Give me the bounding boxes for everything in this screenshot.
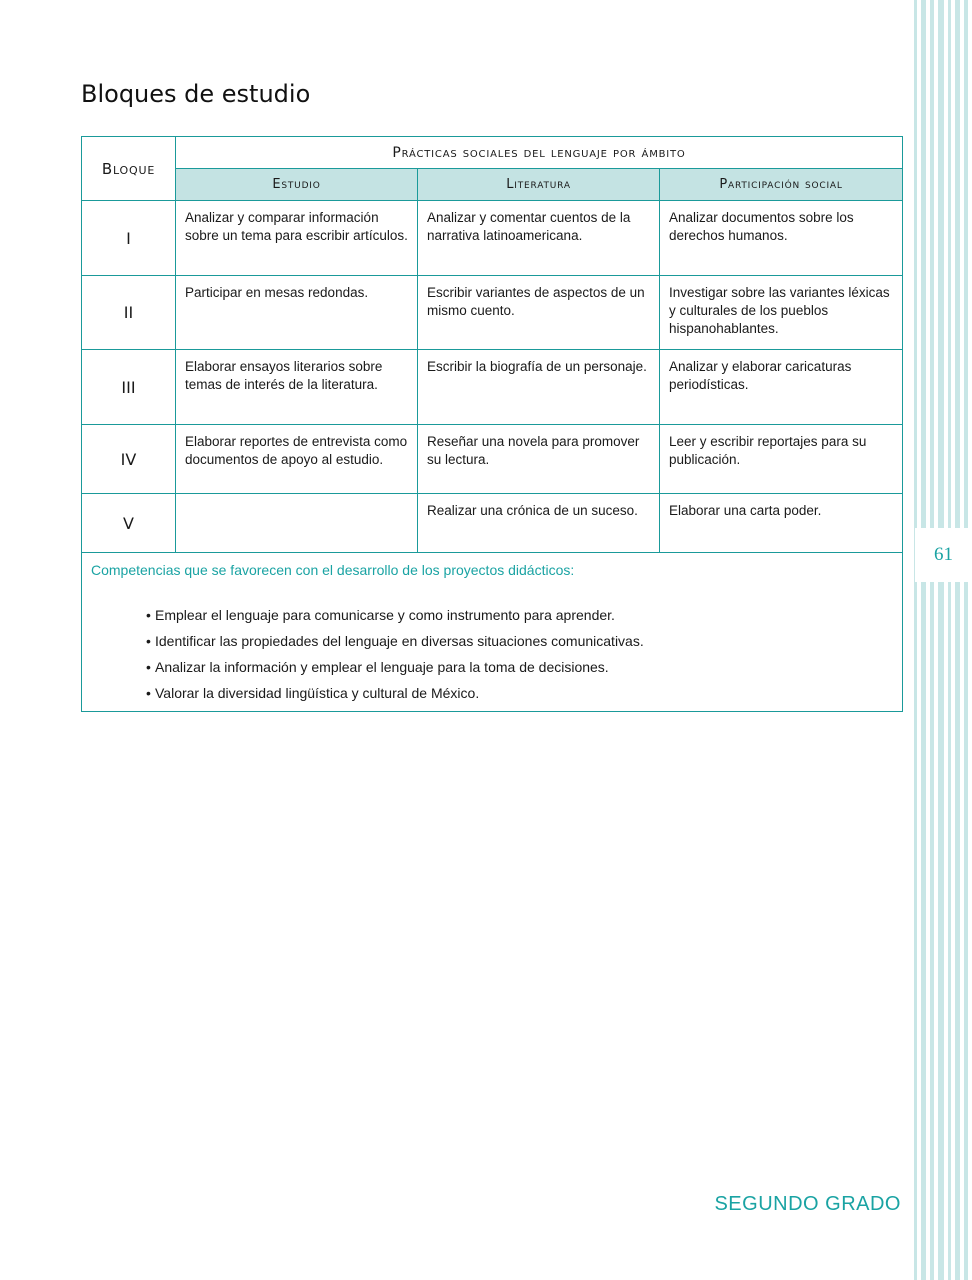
cell-estudio: Elaborar reportes de entrevista como documentos de apoyo al estudio. <box>176 425 418 494</box>
cell-estudio: Analizar y comparar información sobre un tema para escribir artículos. <box>176 201 418 276</box>
competencias-list <box>91 602 893 706</box>
table-row <box>82 494 903 553</box>
table-row <box>82 276 903 350</box>
cell-literatura: Reseñar una novela para promover su lectura. <box>418 425 660 494</box>
bloque-number: III <box>82 350 176 425</box>
cell-participacion: Analizar y elaborar caricaturas periodísticas. <box>660 350 903 425</box>
bloque-number: V <box>82 494 176 553</box>
cell-estudio <box>176 494 418 553</box>
header-literatura: Literatura <box>418 169 660 201</box>
cell-participacion: Investigar sobre las variantes léxicas y culturales de los pueblos hispanohablantes. <box>660 276 903 350</box>
list-item: • Identificar las propiedades del lenguaje en diversas situaciones comunicativas. <box>146 628 893 654</box>
page-number: 61 <box>934 544 953 565</box>
list-item: • Valorar la diversidad lingüística y cultural de México. <box>146 680 893 706</box>
table-row <box>82 425 903 494</box>
bullet-icon: • <box>146 685 151 701</box>
cell-literatura: Escribir variantes de aspectos de un mismo cuento. <box>418 276 660 350</box>
header-bloque: Bloque <box>82 137 176 201</box>
competencias-title: Competencias que se favorecen con el desarrollo de los proyectos didácticos: <box>91 562 575 578</box>
header-estudio: Estudio <box>176 169 418 201</box>
table-row <box>82 350 903 425</box>
list-item: • Analizar la información y emplear el lenguaje para la toma de decisiones. <box>146 654 893 680</box>
page-number-box <box>915 528 972 582</box>
cell-participacion: Elaborar una carta poder. <box>660 494 903 553</box>
decorative-stripes <box>914 0 972 1280</box>
table-row <box>82 201 903 276</box>
bullet-icon: • <box>146 607 151 623</box>
footer-grade: SEGUNDO GRADO <box>714 1193 901 1215</box>
cell-literatura: Escribir la biografía de un personaje. <box>418 350 660 425</box>
bloque-number: I <box>82 201 176 276</box>
bloque-number: II <box>82 276 176 350</box>
header-practicas: Prácticas sociales del lenguaje por ámbito <box>176 137 903 169</box>
bullet-icon: • <box>146 659 151 675</box>
cell-participacion: Leer y escribir reportajes para su publicación. <box>660 425 903 494</box>
cell-literatura: Realizar una crónica de un suceso. <box>418 494 660 553</box>
cell-literatura: Analizar y comentar cuentos de la narrativa latinoamericana. <box>418 201 660 276</box>
header-participacion: Participación social <box>660 169 903 201</box>
cell-estudio: Participar en mesas redondas. <box>176 276 418 350</box>
bloque-number: IV <box>82 425 176 494</box>
competencias-row <box>82 553 903 712</box>
page-title: Bloques de estudio <box>81 80 311 108</box>
list-item: • Emplear el lenguaje para comunicarse y como instrumento para aprender. <box>146 602 893 628</box>
cell-estudio: Elaborar ensayos literarios sobre temas de interés de la literatura. <box>176 350 418 425</box>
competencias-box <box>82 553 903 712</box>
cell-participacion: Analizar documentos sobre los derechos humanos. <box>660 201 903 276</box>
bullet-icon: • <box>146 633 151 649</box>
study-blocks-table <box>81 136 903 712</box>
